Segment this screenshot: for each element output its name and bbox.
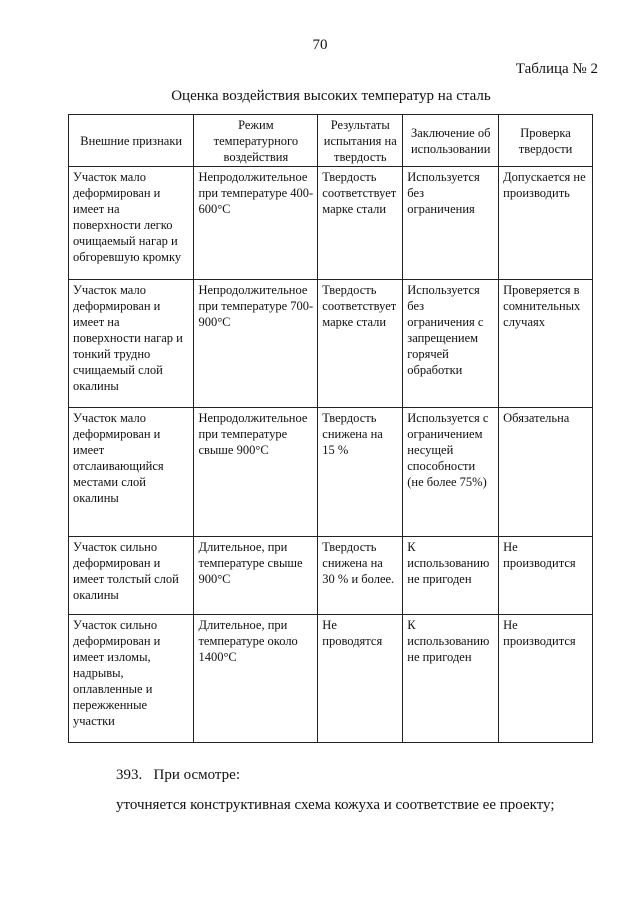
table-header-row [69, 115, 593, 167]
cell-temperature-mode: Непродолжительное при температуре свыше 900°С [194, 408, 318, 537]
table-label: Таблица № 2 [515, 61, 598, 77]
cell-usage-conclusion: К использованию не пригоден [403, 615, 499, 743]
cell-usage-conclusion: Используется с ограничением несущей способности (не более 75%) [403, 408, 499, 537]
table-row [69, 280, 593, 408]
cell-hardness-results: Не проводятся [318, 615, 403, 743]
cell-hardness-results: Твердость соответствует марке стали [318, 280, 403, 408]
cell-usage-conclusion: Используется без ограничения [403, 167, 499, 280]
cell-usage-conclusion: Используется без ограничения с запрещением горячей обработки [403, 280, 499, 408]
cell-external-signs: Участок сильно деформирован и имеет изломы, надрывы, оплавленные и пережженные участки [69, 615, 194, 743]
paragraph-lead: При осмотре: [153, 767, 240, 783]
cell-hardness-results: Твердость снижена на 30 % и более. [318, 537, 403, 615]
cell-temperature-mode: Длительное, при температуре около 1400°С [194, 615, 318, 743]
cell-hardness-check: Не производится [499, 537, 593, 615]
table-row [69, 167, 593, 280]
cell-usage-conclusion: К использованию не пригоден [403, 537, 499, 615]
cell-temperature-mode: Непродолжительное при температуре 400-600°С [194, 167, 318, 280]
paragraph-number: 393. [116, 767, 143, 783]
header-temperature-mode: Режим температурного воздействия [194, 115, 318, 167]
cell-temperature-mode: Непродолжительное при температуре 700-900°С [194, 280, 318, 408]
table-row [69, 615, 593, 743]
page-number: 70 [312, 37, 328, 53]
cell-external-signs: Участок сильно деформирован и имеет толстый слой окалины [69, 537, 194, 615]
cell-hardness-check: Не производится [499, 615, 593, 743]
header-usage-conclusion: Заключение об использовании [403, 115, 499, 167]
cell-external-signs: Участок мало деформирован и имеет отслаивающийся местами слой окалины [69, 408, 194, 537]
temperature-assessment-table [68, 114, 593, 743]
cell-temperature-mode: Длительное, при температуре свыше 900°С [194, 537, 318, 615]
cell-hardness-results: Твердость снижена на 15 % [318, 408, 403, 537]
cell-external-signs: Участок мало деформирован и имеет на поверхности легко очищаемый нагар и обгоревшую кромку [69, 167, 194, 280]
cell-external-signs: Участок мало деформирован и имеет на поверхности нагар и тонкий трудно счищаемый слой окалины [69, 280, 194, 408]
cell-hardness-results: Твердость соответствует марке стали [318, 167, 403, 280]
table-row [69, 408, 593, 537]
cell-hardness-check: Проверяется в сомнительных случаях [499, 280, 593, 408]
table-title: Оценка воздействия высоких температур на сталь [171, 88, 491, 104]
paragraph-heading [116, 767, 240, 784]
header-external-signs: Внешние признаки [69, 115, 194, 167]
header-hardness-results: Результаты испытания на твердость [318, 115, 403, 167]
cell-hardness-check: Допускается не производить [499, 167, 593, 280]
paragraph-text: уточняется конструктивная схема кожуха и соответствие ее проекту; [116, 797, 555, 813]
header-hardness-check: Проверка твердости [499, 115, 593, 167]
cell-hardness-check: Обязательна [499, 408, 593, 537]
table-row [69, 537, 593, 615]
